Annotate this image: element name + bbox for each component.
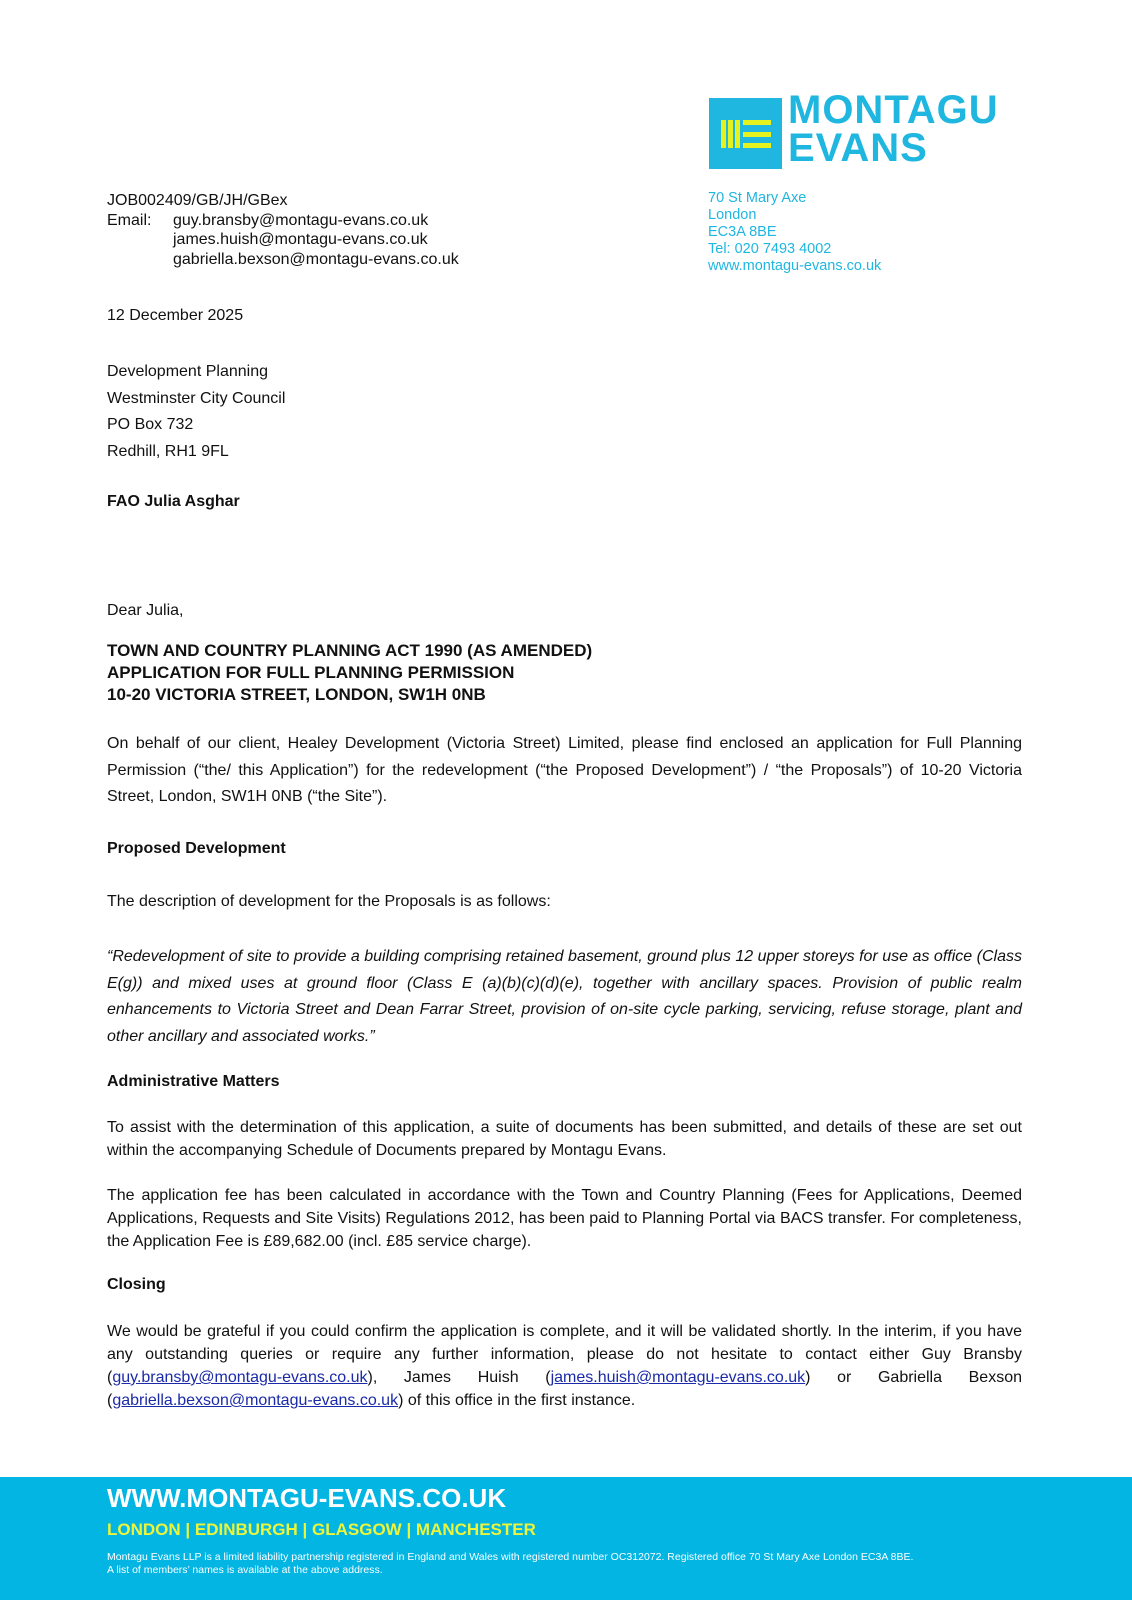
logo-text-line1: MONTAGU	[788, 88, 999, 132]
job-reference: JOB002409/GB/JH/GBex	[107, 192, 288, 209]
footer-band	[0, 1477, 1132, 1600]
subject-heading	[107, 640, 592, 706]
logo-lines-icon	[721, 120, 771, 148]
logo-mark	[709, 98, 782, 169]
section-heading: Administrative Matters	[107, 1073, 280, 1090]
section-heading: Closing	[107, 1276, 166, 1293]
subject-line: TOWN AND COUNTRY PLANNING ACT 1990 (AS AMENDED)	[107, 641, 593, 660]
closing-text: ) or Gabriella Bexson (	[107, 1369, 1023, 1409]
footer-cities: LONDON | EDINBURGH | GLASGOW | MANCHESTER	[107, 1520, 536, 1539]
subject-line: 10-20 VICTORIA STREET, LONDON, SW1H 0NB	[107, 685, 486, 704]
logo-wordmark	[788, 88, 999, 170]
legal-line: A list of members’ names is available at the above address.	[107, 1563, 383, 1576]
address-line: 70 St Mary Axe	[708, 190, 807, 206]
closing-text: ) of this office in the first instance.	[398, 1392, 636, 1409]
email-address: guy.bransby@montagu-evans.co.uk	[173, 211, 429, 229]
letter-date: 12 December 2025	[107, 307, 244, 324]
recipient-line: Development Planning	[107, 363, 268, 380]
legal-line: Montagu Evans LLP is a limited liability partnership registered in England and Wales with registered number OC312072. Registered office 70 St Mary Axe London EC3A 8BE.	[107, 1551, 914, 1563]
email-link-gabriella[interactable]: gabriella.bexson@montagu-evans.co.uk	[112, 1392, 399, 1409]
recipient-line: Westminster City Council	[107, 389, 286, 407]
fee-paragraph: The application fee has been calculated in accordance with the Town and Country Planning (Fees for Applications, Deemed Applications, Requests and Site Visits) Regulations 2012, has been paid to Planning Portal via BACS transfer. For completeness, the Application Fee is £89,682.00 (incl. £85 service charge).	[107, 1187, 1022, 1250]
address-line: EC3A 8BE	[708, 224, 777, 240]
closing-paragraph	[107, 1320, 1022, 1412]
closing-text: We would be grateful if you could confirm the application is complete, and it will be validated shortly. In the interim, if you have any outstanding queries or require any further information, please do not hesitate to contact either Guy Bransby (	[107, 1323, 1022, 1386]
reference-block	[107, 191, 459, 269]
email-address: gabriella.bexson@montagu-evans.co.uk	[173, 250, 459, 268]
email-link-james[interactable]: james.huish@montagu-evans.co.uk	[550, 1369, 806, 1386]
salutation: Dear Julia,	[107, 602, 184, 619]
fao-line: FAO Julia Asghar	[107, 493, 240, 510]
address-line: London	[708, 207, 757, 223]
admin-paragraph: To assist with the determination of this application, a suite of documents has been submitted, and details of these are set out within the accompanying Schedule of Documents prepared by Montagu Evans.	[107, 1119, 1022, 1159]
intro-paragraph: On behalf of our client, Healey Development (Victoria Street) Limited, please find enclosed an application for Full Planning Permission (“the/ this Application”) for the redevelopment (“the Proposed Development”) / “the Proposals”) of 10-20 Victoria Street, London, SW1H 0NB (“the Site”).	[107, 735, 1022, 805]
subject-line: APPLICATION FOR FULL PLANNING PERMISSION	[107, 663, 515, 682]
address-phone: Tel: 020 7493 4002	[708, 241, 832, 257]
email-link-guy[interactable]: guy.bransby@montagu-evans.co.uk	[112, 1369, 368, 1386]
section-heading: Proposed Development	[107, 840, 286, 857]
email-address: james.huish@montagu-evans.co.uk	[173, 231, 428, 248]
logo-text-line2: EVANS	[788, 126, 928, 170]
office-address	[708, 190, 881, 275]
footer-website[interactable]: WWW.MONTAGU-EVANS.CO.UK	[107, 1483, 507, 1513]
email-label: Email:	[107, 211, 152, 229]
recipient-address	[107, 359, 285, 465]
proposals-lead: The description of development for the Proposals is as follows:	[107, 893, 551, 910]
footer-legal	[107, 1551, 913, 1576]
closing-text: ), James Huish (	[367, 1369, 551, 1386]
development-description: “Redevelopment of site to provide a building comprising retained basement, ground plus 12 upper storeys for use as office (Class E(g)) and mixed uses at ground floor (Class E (a)(b)(c)(d)(e), together with ancillary spaces. Provision of public realm enhancements to Victoria Street and Dean Farrar Street, provision of on-site cycle parking, servicing, refuse storage, plant and other ancillary and associated works.”	[107, 948, 1022, 1045]
recipient-line: Redhill, RH1 9FL	[107, 442, 229, 460]
recipient-line: PO Box 732	[107, 416, 194, 433]
address-website[interactable]: www.montagu-evans.co.uk	[708, 258, 882, 274]
